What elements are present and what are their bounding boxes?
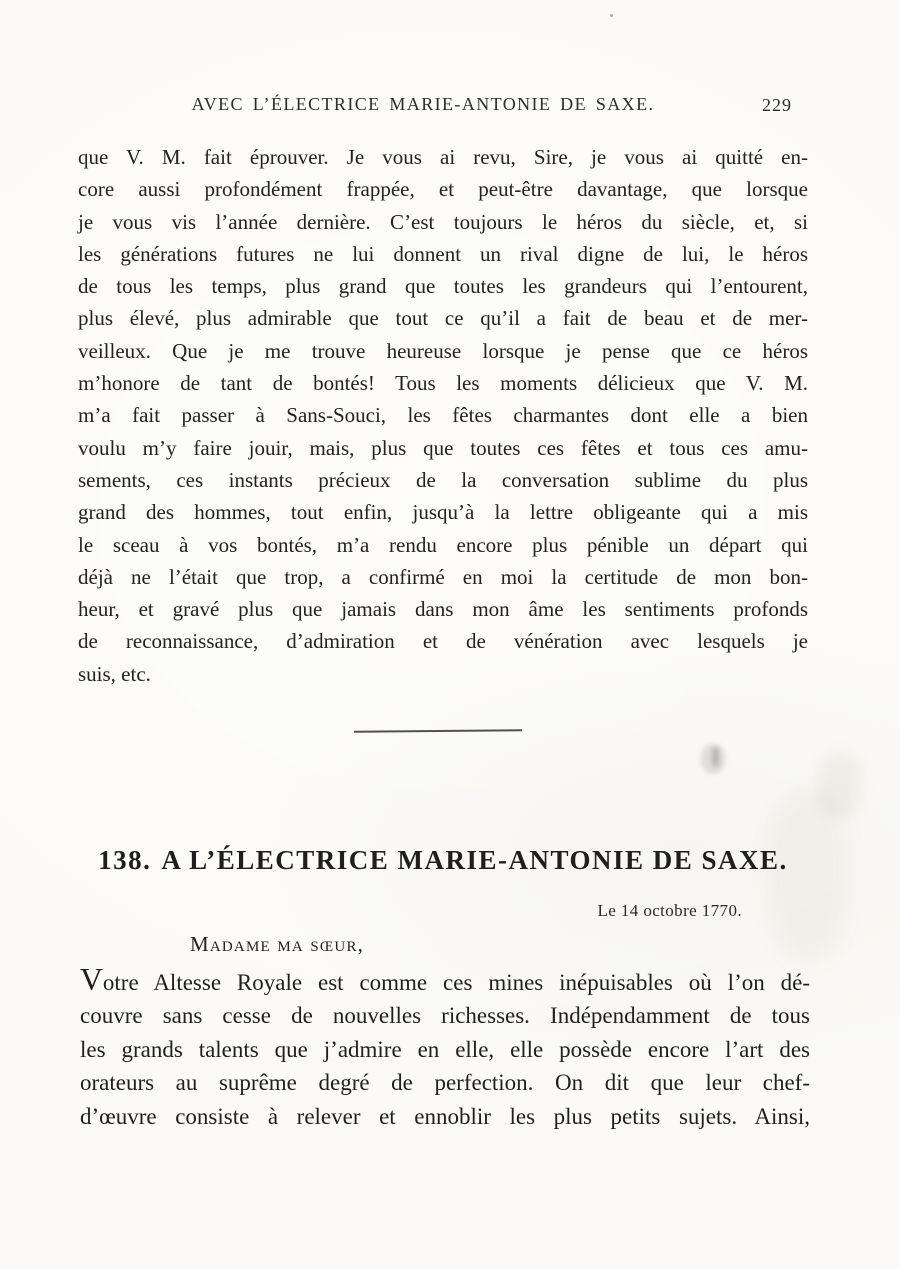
text-line: le sceau à vos bontés, m’a rendu encore plus pénible un départ qui — [78, 532, 808, 557]
text-line: m’honore de tant de bontés! Tous les moments délicieux que V. M. — [78, 371, 808, 396]
text-line: grand des hommes, tout enfin, jusqu’à la lettre obligeante qui a mis — [78, 500, 808, 525]
text-line: plus élevé, plus admirable que tout ce qu’il a fait de beau et de mer- — [78, 306, 808, 331]
scan-smudge — [701, 744, 725, 774]
letter-138-heading — [78, 845, 808, 876]
text-line: sements, ces instants précieux de la conversation sublime du plus — [78, 467, 808, 492]
letter-title: A L’ÉLECTRICE MARIE-ANTONIE DE SAXE. — [161, 845, 788, 875]
text-line: heur, et gravé plus que jamais dans mon âme les sentiments profonds — [78, 597, 808, 622]
text-line: suis, etc. — [78, 661, 151, 686]
text-line: orateurs au suprême degré de perfection. On dit que leur chef- — [80, 1070, 810, 1096]
text-line: de tous les temps, plus grand que toutes les grandeurs qui l’entourent, — [78, 274, 808, 299]
salutation: Madame ma sœur, — [190, 932, 365, 956]
bleed-through-smudge — [818, 752, 862, 818]
text-line: voulu m’y faire jouir, mais, plus que toutes ces fêtes et tous ces amu- — [78, 435, 808, 460]
text-line: m’a fait passer à Sans-Souci, les fêtes charmantes dont elle a bien — [78, 403, 808, 428]
text-line: core aussi profondément frappée, et peut-être davantage, que lorsque — [78, 177, 808, 202]
letter-137-ending — [78, 141, 808, 690]
text-line: couvre sans cesse de nouvelles richesses. Indépendamment de tous — [80, 1003, 810, 1029]
letter-number: 138. — [98, 845, 152, 875]
text-line: veilleux. Que je me trouve heureuse lorsque je pense que ce héros — [78, 338, 808, 363]
text-line: de reconnaissance, d’admiration et de vénération avec lesquels je — [78, 629, 808, 654]
text-line: je vous vis l’année dernière. C’est toujours le héros du siècle, et, si — [78, 209, 808, 234]
section-divider — [354, 729, 522, 732]
scan-speck — [610, 14, 613, 17]
text-line: les grands talents que j’admire en elle, elle possède encore l’art des — [80, 1036, 810, 1062]
text-line: d’œuvre consiste à relever et ennoblir les plus petits sujets. Ainsi, — [80, 1103, 810, 1129]
text-line: que V. M. fait éprouver. Je vous ai revu, Sire, je vous ai quitté en- — [78, 145, 808, 169]
running-header — [78, 94, 808, 122]
page-number: 229 — [762, 95, 792, 115]
text-line: déjà ne l’était que trop, a confirmé en moi la certitude de mon bon- — [78, 564, 808, 589]
text-line: Votre Altesse Royale est comme ces mines inépuisables où l’on dé- — [80, 962, 810, 997]
letter-138-body — [80, 962, 810, 1133]
running-title: AVEC L’ÉLECTRICE MARIE-ANTONIE DE SAXE. — [191, 94, 655, 114]
dateline: Le 14 octobre 1770. — [597, 901, 742, 920]
text-line: les générations futures ne lui donnent un rival digne de lui, le héros — [78, 241, 808, 266]
